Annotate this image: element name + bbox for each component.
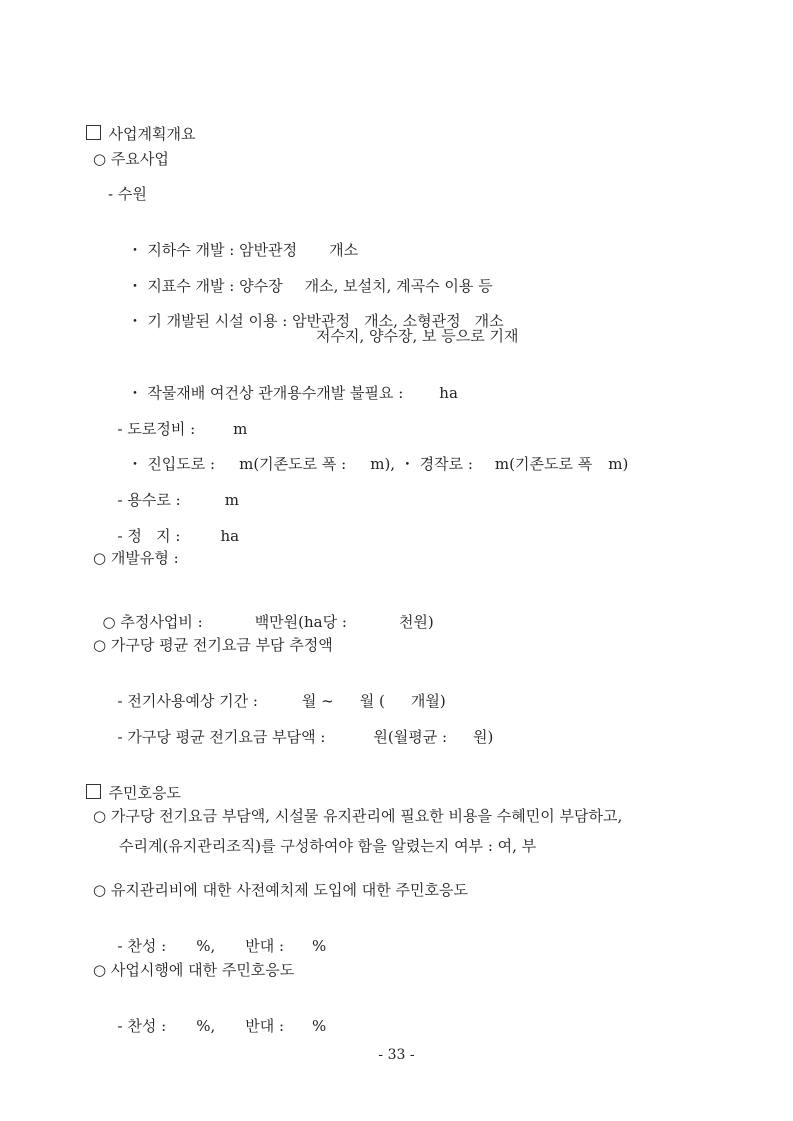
groundwater-line: ・ 지하수 개발 : 암반관정 개소 (127, 241, 359, 259)
waterway-line: - 용수로 : m (117, 491, 239, 509)
checkbox-square-icon (86, 784, 101, 799)
page-number: - 33 - (378, 1047, 415, 1063)
section-heading-resident: 주민호응도 (76, 763, 181, 803)
resident-q1-line1: ○ 가구당 전기요금 부담액, 시설물 유지관리에 필요한 비용을 수혜민이 부담하고, (93, 807, 623, 825)
elec-period-line: - 전기사용예상 기간 : 월 ~ 월 ( 개월) (117, 692, 446, 710)
resident-q2-answer: - 찬성 : %, 반대 : % (117, 937, 327, 955)
resident-q3-answer: - 찬성 : %, 반대 : % (117, 1017, 327, 1035)
dev-type-line: ○ 개발유형 : (93, 549, 179, 567)
section-heading-plan: 사업계획개요 (76, 104, 196, 144)
leveling-line: - 정 지 : ha (117, 527, 240, 545)
resident-q1-line2: 수리계(유지관리조직)를 구성하여야 함을 알렸는지 여부 : 여, 부 (119, 837, 537, 855)
est-cost-line: ○ 추정사업비 : 백만원(ha당 : 천원) (102, 613, 434, 631)
electricity-heading: ○ 가구당 평균 전기요금 부담 추정액 (93, 636, 333, 654)
crop-condition-line: ・ 작물재배 여건상 관개용수개발 불필요 : ha (127, 384, 458, 402)
existing-facility-note: 저수지, 양수장, 보 등으로 기재 (316, 327, 519, 345)
road-line: - 도로정비 : m (117, 420, 248, 438)
existing-facility-line: ・ 기 개발된 시설 이용 : 암반관정 개소, 소형관정 개소 (127, 312, 504, 330)
main-projects-heading: ○ 주요사업 (93, 150, 169, 168)
surface-water-line: ・ 지표수 개발 : 양수장 개소, 보설치, 계곡수 이용 등 (127, 277, 493, 295)
resident-q3: ○ 사업시행에 대한 주민호응도 (93, 961, 295, 979)
elec-avg-line: - 가구당 평균 전기요금 부담액 : 원(월평균 : 원) (117, 728, 494, 746)
access-road-line: ・ 진입도로 : m(기존도로 폭 : m), ・ 경작로 : m(기존도로 폭 m) (127, 455, 629, 473)
resident-q2: ○ 유지관리비에 대한 사전예치제 도입에 대한 주민호응도 (93, 881, 468, 899)
checkbox-square-icon (86, 125, 101, 140)
water-source-label: - 수원 (108, 185, 147, 203)
